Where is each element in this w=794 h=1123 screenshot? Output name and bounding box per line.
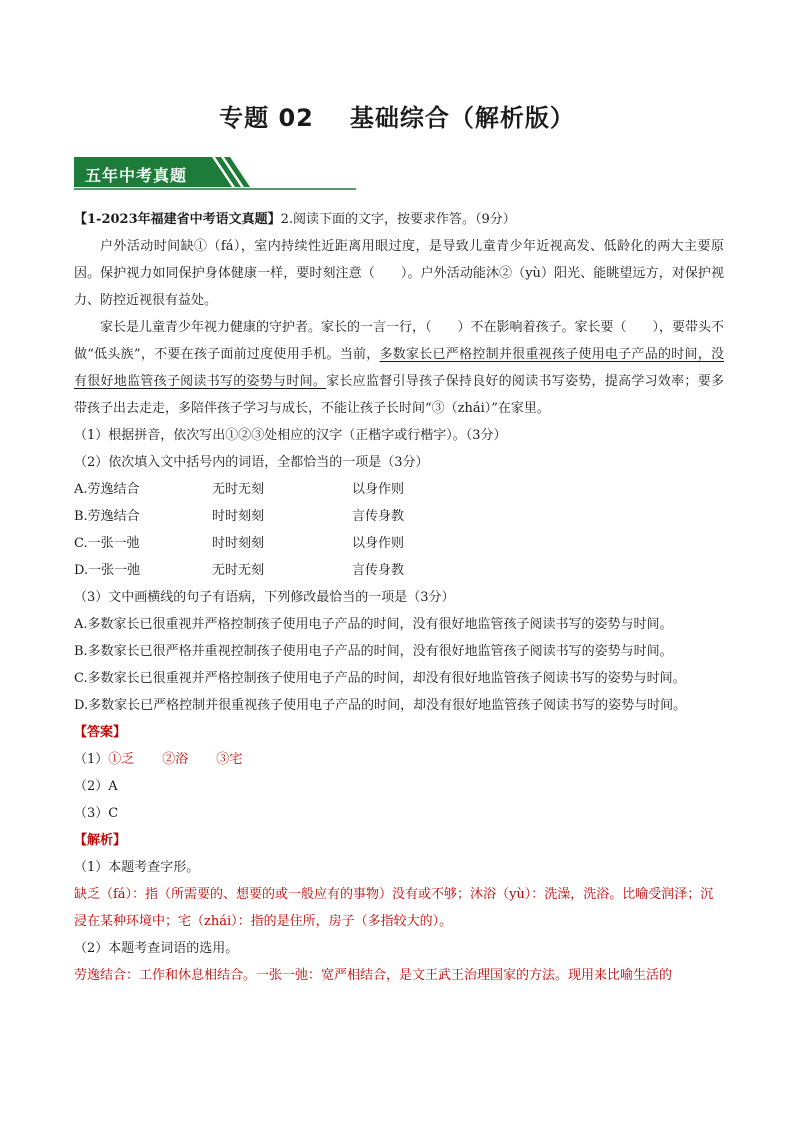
passage-p2-start: 家长是儿童青少年视力健康的守护者。家长的一言一行，（ ）不在影响着孩子。家长要（ ），要带头不做“低头族”，不要在孩子面前过度使用手机。当前，	[74, 320, 725, 362]
option-row	[74, 530, 724, 557]
answer-1	[74, 746, 724, 773]
answer-char: ③宅	[216, 752, 243, 767]
sub-question-1: （1）根据拼音，依次写出①②③处相应的汉字（正楷字或行楷字）。（3分）	[74, 428, 507, 443]
option-cell: 无时无刻	[212, 482, 265, 497]
sub-question-2: （2）依次填入文中括号内的词语，全都恰当的一项是（3分）	[74, 455, 429, 470]
sentence-option: C.多数家长已很重视并严格控制孩子使用电子产品的时间，却没有很好地监管孩子阅读书写的姿势与时间。	[74, 671, 686, 686]
option-cell: B.劳逸结合	[74, 509, 140, 524]
option-cell: 时时刻刻	[212, 509, 265, 524]
sentence-option: A.多数家长已很重视并严格控制孩子使用电子产品的时间，没有很好地监管孩子阅读书写的姿势与时间。	[74, 617, 673, 632]
passage-p2-end: 家长应监督引导孩子保持良好的阅读书写姿势，提高学习效率；要多带孩子出去走走，多陪伴孩子学习与成长，不能让孩子长时间“③（zhái）”在家里。	[74, 374, 724, 416]
answer-2: （2）A	[74, 779, 118, 794]
question-stem: 2.阅读下面的文字，按要求作答。（9分）	[280, 212, 516, 227]
option-cell: 无时无刻	[212, 563, 265, 578]
answer-1-prefix: （1）	[74, 752, 109, 767]
sentence-option: D.多数家长已严格控制并很重视孩子使用电子产品的时间，却没有很好地监管孩子阅读书写的姿势与时间。	[74, 698, 687, 713]
section-banner	[74, 157, 356, 191]
option-cell: 以身作则	[352, 482, 405, 497]
sentence-option: B.多数家长已很严格并重视控制孩子使用电子产品的时间，没有很好地监管孩子阅读书写的姿势与时间。	[74, 644, 673, 659]
option-cell: D.一张一弛	[74, 563, 141, 578]
question-header	[74, 206, 724, 233]
underlined-sentence: 多数家长已严格控制并很重视孩子使用电子产品的时间，没有很好地监管孩子阅读书写的姿势与时间。	[74, 347, 724, 389]
option-row	[74, 503, 724, 530]
title-topic: 基础综合（解析版）	[349, 104, 575, 132]
answer-char: ②浴	[162, 752, 189, 767]
answer-label: 【答案】	[74, 725, 127, 740]
question-source: 【1-2023年福建省中考语文真题】	[74, 212, 281, 227]
analysis-1: （1）本题考查字形。	[74, 860, 200, 875]
analysis-1-detail: 缺乏（fá）：指（所需要的、想要的或一般应有的事物）没有或不够；沐浴（yù）：洗澡，洗浴。比喻受润泽；沉浸在某种环境中；宅（zhái）：指的是住所，房子（多指较大的）。	[74, 887, 714, 929]
answer-char: ①乏	[108, 752, 135, 767]
option-row	[74, 557, 724, 584]
title-number: 专题 02	[219, 104, 314, 132]
passage-paragraph-1: 户外活动时间缺①（fá），室内持续性近距离用眼过度，是导致儿童青少年近视高发、低龄化的两大主要原因。保护视力如同保护身体健康一样，要时刻注意（ ）。户外活动能沐②（yù）阳光、能眺望远方，对保护视力、防控近视很有益处。	[74, 239, 724, 308]
analysis-label: 【解析】	[74, 833, 127, 848]
answer-3: （3）C	[74, 806, 119, 821]
option-row	[74, 476, 724, 503]
analysis-2: （2）本题考查词语的选用。	[74, 941, 239, 956]
option-cell: 以身作则	[352, 536, 405, 551]
page-title	[0, 98, 794, 133]
option-cell: 时时刻刻	[212, 536, 265, 551]
option-cell: 言传身教	[352, 509, 405, 524]
passage-paragraph-2	[74, 314, 724, 422]
option-cell: A.劳逸结合	[74, 482, 140, 497]
section-banner-label: 五年中考真题	[85, 166, 188, 185]
option-cell: 言传身教	[352, 563, 405, 578]
sub-question-3: （3）文中画横线的句子有语病，下列修改最恰当的一项是（3分）	[74, 590, 455, 605]
analysis-2-detail: 劳逸结合：工作和休息相结合。一张一弛：宽严相结合，是文王武王治理国家的方法。现用来比喻生活的	[74, 968, 673, 983]
document-body	[74, 206, 724, 989]
option-cell: C.一张一弛	[74, 536, 140, 551]
